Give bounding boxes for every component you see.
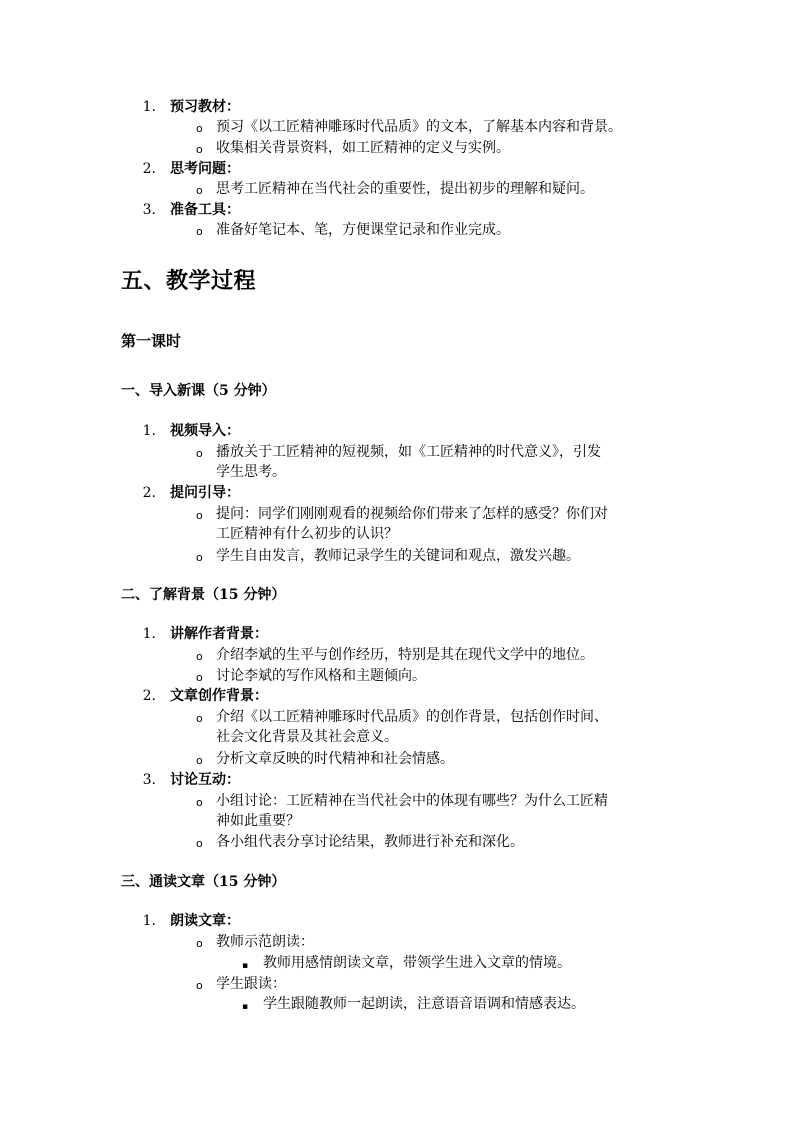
subsection-heading: 一、导入新课（5 分钟） bbox=[121, 383, 276, 399]
list-subitem: 准备好笔记本、笔，方便课堂记录和作业完成。 bbox=[216, 222, 510, 238]
list-subitem-continued: 学生思考。 bbox=[216, 464, 286, 480]
list-item-label: 文章创作背景： bbox=[170, 688, 268, 704]
lesson-label: 第一课时 bbox=[121, 332, 182, 350]
circle-bullet-icon: o bbox=[196, 447, 203, 460]
list-subitem: 分析文章反映的时代精神和社会情感。 bbox=[216, 751, 454, 767]
circle-bullet-icon: o bbox=[196, 796, 203, 809]
list-subitem: 小组讨论：工匠精神在当代社会中的体现有哪些？为什么工匠精 bbox=[216, 793, 608, 809]
list-subitem-continued: 工匠精神有什么初步的认识？ bbox=[216, 526, 398, 542]
list-subitem: 提问：同学们刚刚观看的视频给你们带来了怎样的感受？你们对 bbox=[216, 506, 608, 522]
circle-bullet-icon: o bbox=[196, 979, 203, 992]
list-item-label: 预习教材： bbox=[170, 99, 240, 115]
list-number: 1. bbox=[142, 913, 156, 929]
list-item-label: 思考问题： bbox=[170, 161, 240, 177]
circle-bullet-icon: o bbox=[196, 937, 203, 950]
square-bullet-icon: ▪ bbox=[242, 961, 249, 971]
list-item-label: 朗读文章： bbox=[170, 913, 240, 929]
list-number: 3. bbox=[142, 202, 156, 218]
subsection-heading: 三、通读文章（15 分钟） bbox=[121, 874, 286, 890]
list-subitem-continued: 神如此重要？ bbox=[216, 813, 300, 829]
list-item-label: 讨论互动： bbox=[170, 772, 240, 788]
list-number: 2. bbox=[142, 688, 156, 704]
list-subitem: 各小组代表分享讨论结果，教师进行补充和深化。 bbox=[216, 834, 524, 850]
list-subitem: 教师示范朗读： bbox=[216, 934, 314, 950]
list-subitem-continued: 社会文化背景及其社会意义。 bbox=[216, 729, 398, 745]
list-subsubitem: 教师用感情朗读文章，带领学生进入文章的情境。 bbox=[263, 955, 571, 971]
circle-bullet-icon: o bbox=[196, 509, 203, 522]
circle-bullet-icon: o bbox=[196, 143, 203, 156]
list-subitem: 介绍李斌的生平与创作经历，特别是其在现代文学中的地位。 bbox=[216, 647, 594, 663]
list-subitem: 讨论李斌的写作风格和主题倾向。 bbox=[216, 668, 426, 684]
circle-bullet-icon: o bbox=[196, 712, 203, 725]
list-subitem: 播放关于工匠精神的短视频，如《工匠精神的时代意义》，引发 bbox=[216, 444, 601, 460]
circle-bullet-icon: o bbox=[196, 837, 203, 850]
list-number: 2. bbox=[142, 485, 156, 501]
circle-bullet-icon: o bbox=[196, 122, 203, 135]
circle-bullet-icon: o bbox=[196, 671, 203, 684]
subsection-heading: 二、了解背景（15 分钟） bbox=[121, 587, 286, 603]
circle-bullet-icon: o bbox=[196, 184, 203, 197]
list-subitem: 预习《以工匠精神雕琢时代品质》的文本，了解基本内容和背景。 bbox=[216, 119, 622, 135]
list-item-label: 讲解作者背景： bbox=[170, 626, 268, 642]
section-heading: 五、教学过程 bbox=[121, 268, 257, 294]
circle-bullet-icon: o bbox=[196, 650, 203, 663]
circle-bullet-icon: o bbox=[196, 551, 203, 564]
list-number: 3. bbox=[142, 772, 156, 788]
list-subitem: 学生跟读： bbox=[216, 976, 286, 992]
list-subitem: 学生自由发言，教师记录学生的关键词和观点，激发兴趣。 bbox=[216, 548, 580, 564]
list-subitem: 收集相关背景资料，如工匠精神的定义与实例。 bbox=[216, 140, 510, 156]
list-subitem: 思考工匠精神在当代社会的重要性，提出初步的理解和疑问。 bbox=[216, 181, 594, 197]
list-number: 2. bbox=[142, 161, 156, 177]
list-number: 1. bbox=[142, 423, 156, 439]
list-number: 1. bbox=[142, 99, 156, 115]
list-item-label: 提问引导： bbox=[170, 485, 240, 501]
square-bullet-icon: ▪ bbox=[242, 1002, 249, 1012]
circle-bullet-icon: o bbox=[196, 225, 203, 238]
list-subitem: 介绍《以工匠精神雕琢时代品质》的创作背景，包括创作时间、 bbox=[216, 709, 608, 725]
list-item-label: 视频导入： bbox=[170, 423, 240, 439]
circle-bullet-icon: o bbox=[196, 754, 203, 767]
list-number: 1. bbox=[142, 626, 156, 642]
list-subsubitem: 学生跟随教师一起朗读，注意语音语调和情感表达。 bbox=[263, 996, 585, 1012]
list-item-label: 准备工具： bbox=[170, 202, 240, 218]
